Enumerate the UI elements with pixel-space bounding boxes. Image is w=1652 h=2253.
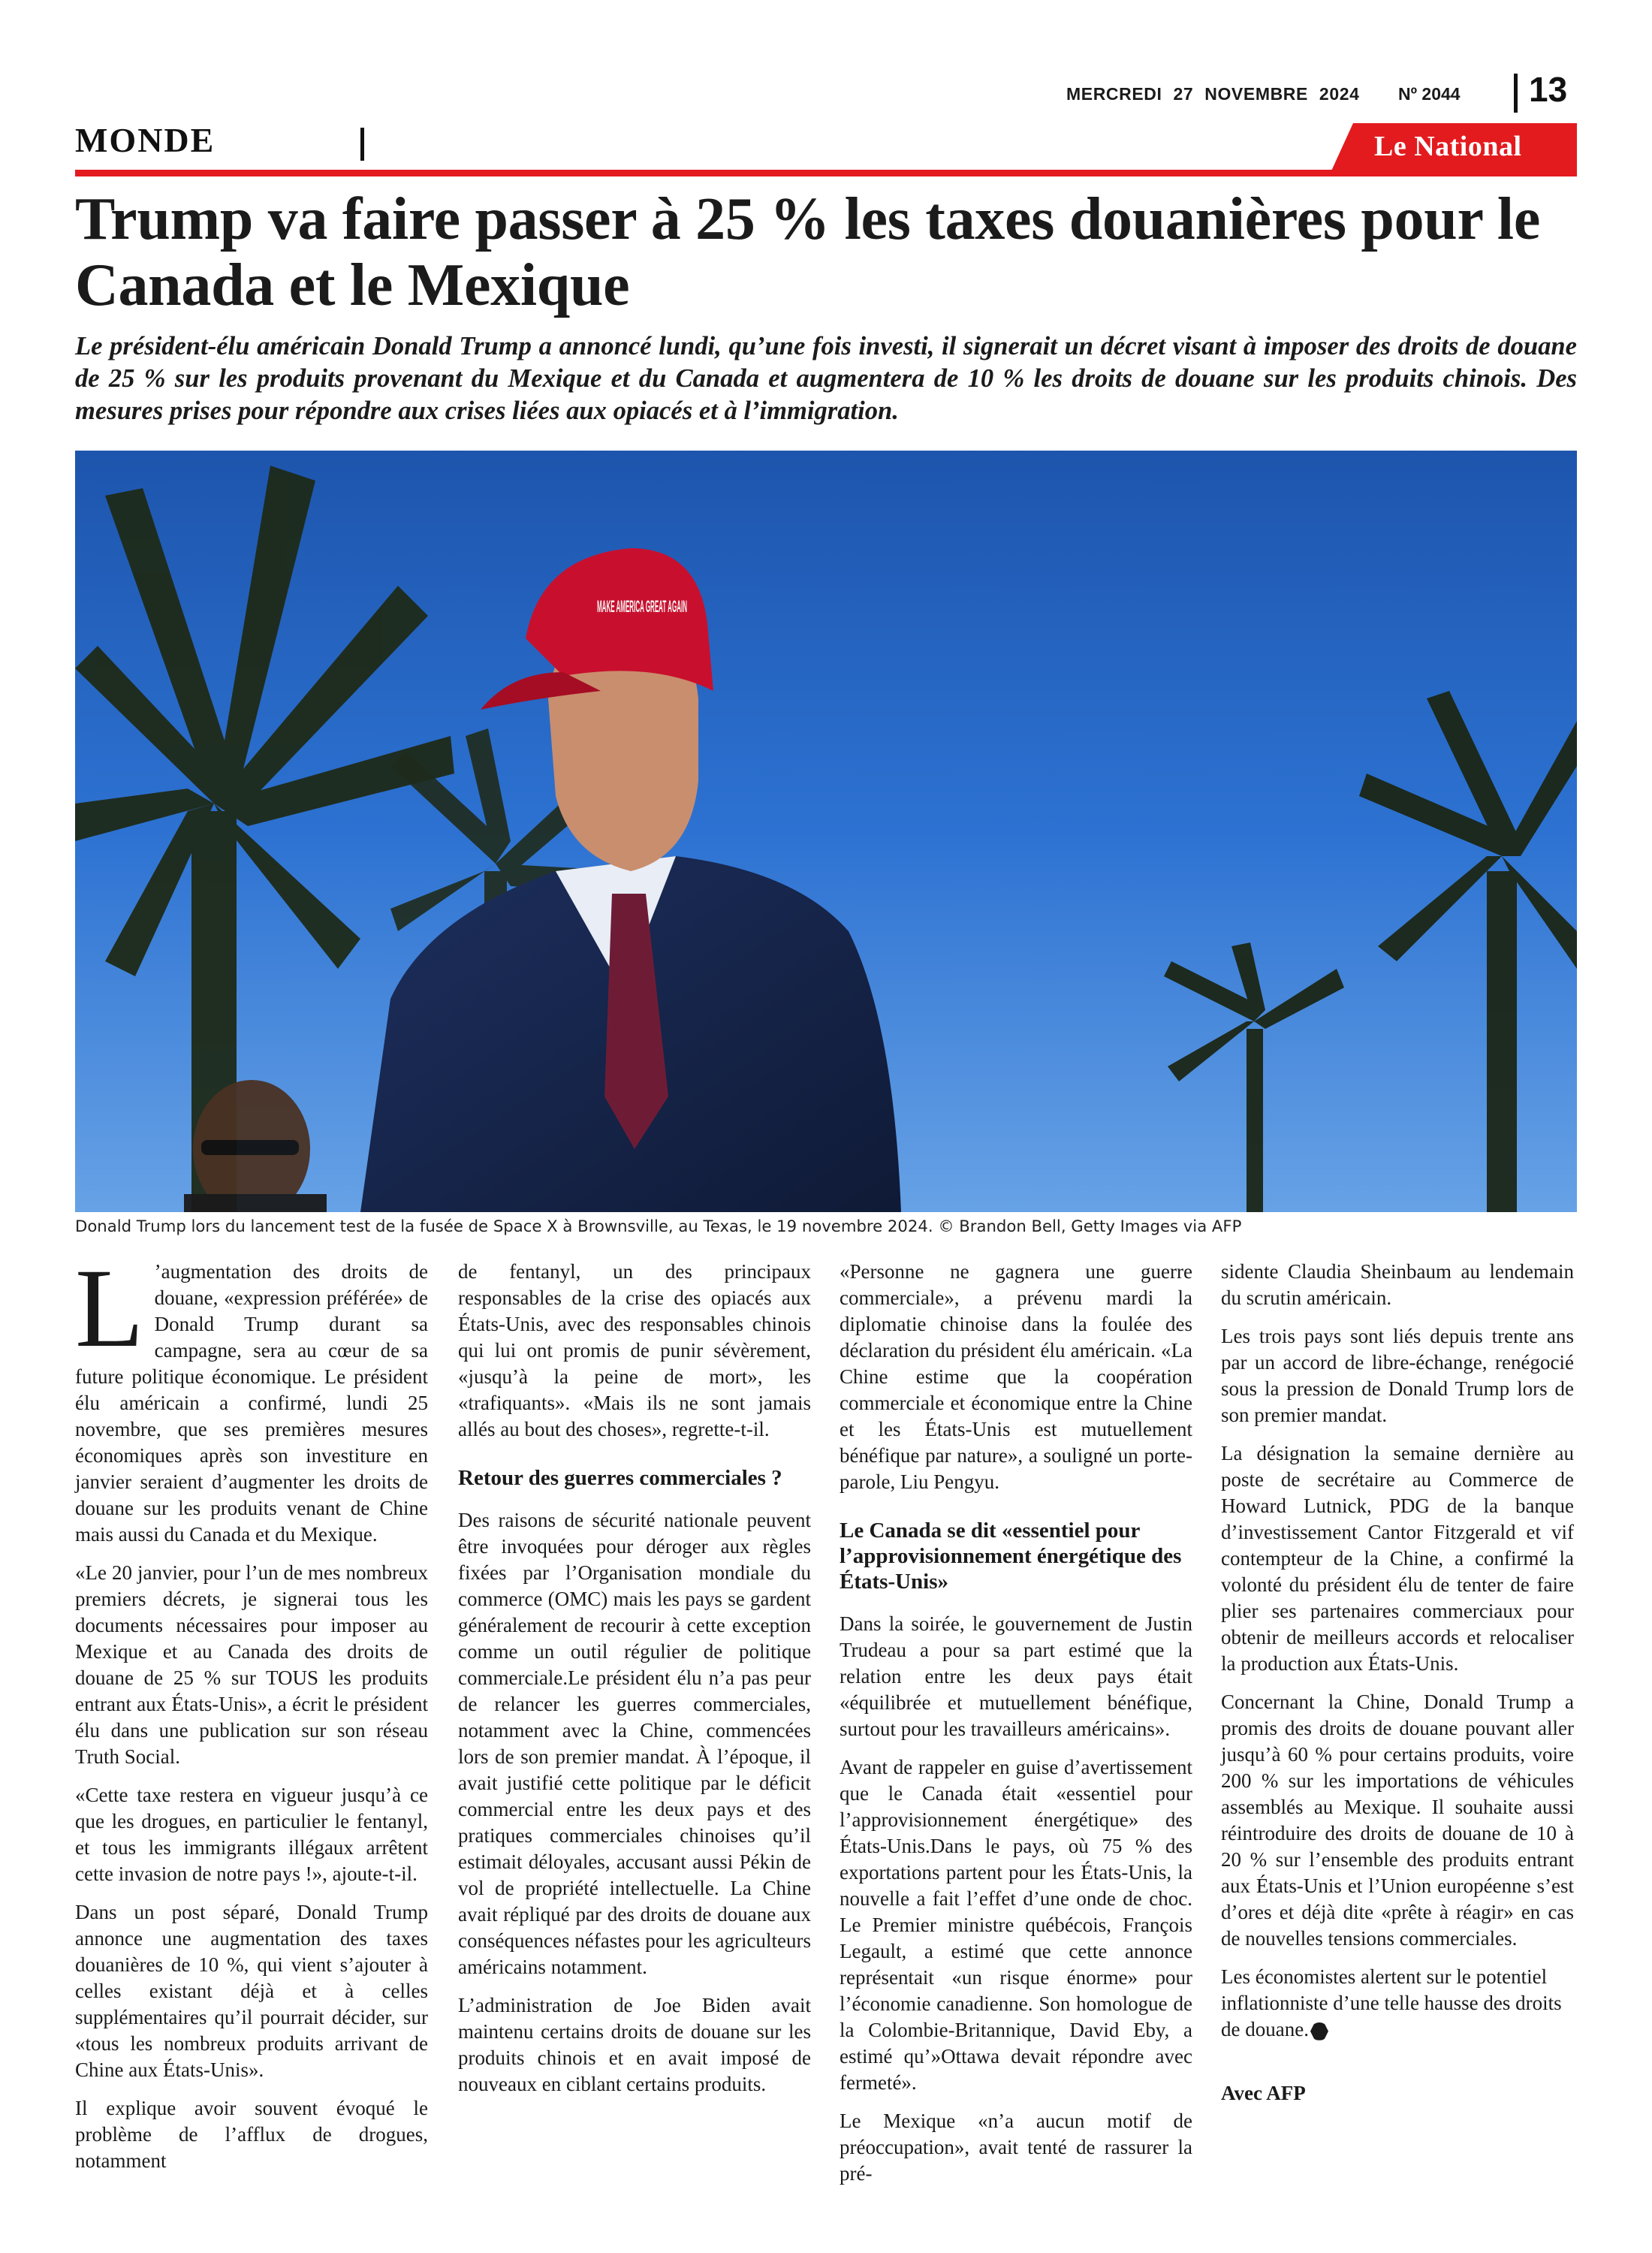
paragraph: «Le 20 janvier, pour l’un de mes nombreux premiers décrets, je signerai tous les documents nécessaires pour imposer au Mexique et au Canada des droits de douane de 25 % sur TOUS les produits entrant aux États-Unis», a écrit le président élu dans une publication sur son réseau Truth Social. (75, 1561, 428, 1768)
column-4 (1221, 1259, 1574, 2107)
paragraph: Les trois pays sont liés depuis trente ans par un accord de libre-échange, renégocié sous la pression de Donald Trump lors de son premier mandat. (1221, 1325, 1574, 1426)
paragraph: Avant de rappeler en guise d’avertissement que le Canada était «essentiel pour l’approvisionnement énergétique» des États-Unis.Dans le pays, où 75 % des exportations partent pour les États-Unis, la nouvelle a fait l’effet d’une onde de choc. Le Premier ministre québécois, François Legault, a estimé que cette annonce représentait «un risque énorme» pour l’économie canadienne. Son homologue de la Colombie-Britannique, David Eby, a estimé qu’»Ottawa devait répondre avec fermeté». (840, 1756, 1192, 2094)
end-of-article-icon (1310, 2022, 1328, 2040)
cap-lettering: MAKE AMERICA GREAT AGAIN (597, 597, 687, 616)
paragraph: sidente Claudia Sheinbaum au lendemain du scrutin américain. (1221, 1260, 1574, 1309)
section-label: MONDE (75, 121, 216, 159)
photo-caption: Donald Trump lors du lancement test de la fusée de Space X à Brownsville, au Texas, le 19 novembre 2024. © Brandon Bell, Getty Images via AFP (75, 1217, 1242, 1235)
paragraph (75, 1246, 428, 1548)
paragraph: «Personne ne gagnera une guerre commerciale», a prévenu mardi la diplomatie chinoise dans la foulée des déclaration du président élu américain. «La Chine estime que la coopération commerciale et économique entre la Chine et les États-Unis est mutuellement bénéfique par nature», a souligné un porte-parole, Liu Pengyu. (840, 1260, 1192, 1493)
paragraph (1221, 1964, 1574, 2043)
issue-date: MERCREDI 27 NOVEMBRE 2024 (1066, 84, 1360, 104)
subheading-canada: Le Canada se dit «essentiel pour l’approvisionnement énergétique des États-Unis» (840, 1519, 1182, 1594)
article-title: Trump va faire passer à 25 % les taxes douanières pour le Canada et le Mexique (75, 186, 1541, 318)
paragraph: Des raisons de sécurité nationale peuvent être invoquées pour déroger aux règles fixées par l’Organisation mondiale du commerce (OMC) mais les pays se gardent généralement de recourir à cette exception comme un outil régulier de politique commerciale.Le président élu n’a pas peur de relancer les guerres commerciales, notamment avec la Chine, commencées lors de son premier mandat. À l’époque, il avait justifié cette politique par le déficit commercial entre les deux pays et des pratiques commerciales chinoises qu’il estimait déloyales, accusant aussi Pékin de vol de propriété intellectuelle. La Chine avait répliqué par des droits de douane aux conséquences néfastes pour les agriculteurs américains notamment. (458, 1509, 811, 1978)
article-photo (75, 451, 1577, 1212)
paragraph: Dans un post séparé, Donald Trump annonce une augmentation des taxes douanières de 10 %, qui vient s’ajouter à celles existant déjà et à celles supplémentaires qu’il pourrait décider, sur «tous les nombreux produits arrivant de Chine aux États-Unis». (75, 1901, 428, 2081)
section-divider (360, 128, 364, 161)
paragraph: Le Mexique «n’a aucun motif de préoccupation», avait tenté de rassurer la pré- (840, 2110, 1192, 2185)
paragraph: Concernant la Chine, Donald Trump a promis des droits de douane pouvant aller jusqu’à 60 % pour certains produits, voire 200 % sur les importations de véhicules assemblés au Mexique. Il souhaite aussi réintroduire des droits de douane de 10 à 20 % sur l’ensemble des produits entrant aux États-Unis et l’Union européenne s’est d’ores et déjà dite «prête à réagir» en cas de nouvelles tensions commerciales. (1221, 1691, 1574, 1950)
paragraph: Il explique avoir souvent évoqué le problème de l’afflux de drogues, notamment (75, 2097, 428, 2172)
subheading-trade-wars: Retour des guerres commerciales ? (458, 1466, 782, 1490)
paragraph: Dans la soirée, le gouvernement de Justin Trudeau a pour sa part estimé que la relation entre les deux pays était «équilibrée et mutuellement bénéfique, surtout pour les travailleurs américains». (840, 1612, 1192, 1740)
photo-illustration (75, 451, 1577, 1212)
issue-number: Nº 2044 (1398, 84, 1461, 104)
page-number-divider (1514, 74, 1518, 113)
article-lead: Le président-élu américain Donald Trump a annoncé lundi, qu’une fois investi, il signerait un décret visant à imposer des droits de douane de 25 % sur les produits provenant du Mexique et du Canada et augmentera de 10 % les droits de douane sur les produits chinois. Des mesures prises pour répondre aux crises liées aux opiacés et à l’immigration. (75, 332, 1577, 425)
paragraph: de fentanyl, un des principaux responsables de la crise des opiacés aux États-Unis, avec des responsables chinois qui lui ont promis de punir sévèrement, «jusqu’à la peine de mort», les «trafiquants». «Mais ils ne sont jamais allés au bout des choses», regrette-t-il. (458, 1260, 811, 1440)
drop-cap: L (75, 1246, 144, 1371)
paragraph: «Cette taxe restera en vigueur jusqu’à ce que les drogues, en particulier le fentanyl, et tous les immigrants illégaux arrêtent cette invasion de notre pays !», ajoute-t-il. (75, 1784, 428, 1885)
brand-name: Le National (1374, 131, 1522, 162)
column-3 (840, 1259, 1192, 2199)
paragraph-text: Les économistes alertent sur le potentiel inflationniste d’une telle hausse des droits de douane. (1221, 1965, 1562, 2040)
column-1 (75, 1246, 428, 2186)
paragraph: La désignation la semaine dernière au poste de secrétaire au Commerce de Howard Lutnick, PDG de la banque d’investissement Cantor Fitzgerald et vif contempteur de la Chine, a confirmé la volonté du président élu de tenter de faire plier ses partenaires commerciaux pour obtenir de meilleurs accords et relocaliser la production aux États-Unis. (1221, 1442, 1574, 1675)
paragraph: L’administration de Joe Biden avait maintenu certains droits de douane sur les produits chinois et en avait imposé de nouveaux en ciblant certains produits. (458, 1994, 811, 2095)
article-signature: Avec AFP (1221, 2082, 1306, 2104)
page-number: 13 (1529, 70, 1568, 109)
column-2 (458, 1259, 811, 2110)
paragraph-text: ’augmentation des droits de douane, «expression préférée» de Donald Trump durant sa campagne, sera au cœur de sa future politique économique. Le président élu américain a confirmé, lundi 25 novembre, que ses premières mesures économiques après son investiture en janvier seraient d’augmenter les droits de douane sur les produits venant de Chine mais aussi du Canada et du Mexique. (75, 1260, 428, 1546)
